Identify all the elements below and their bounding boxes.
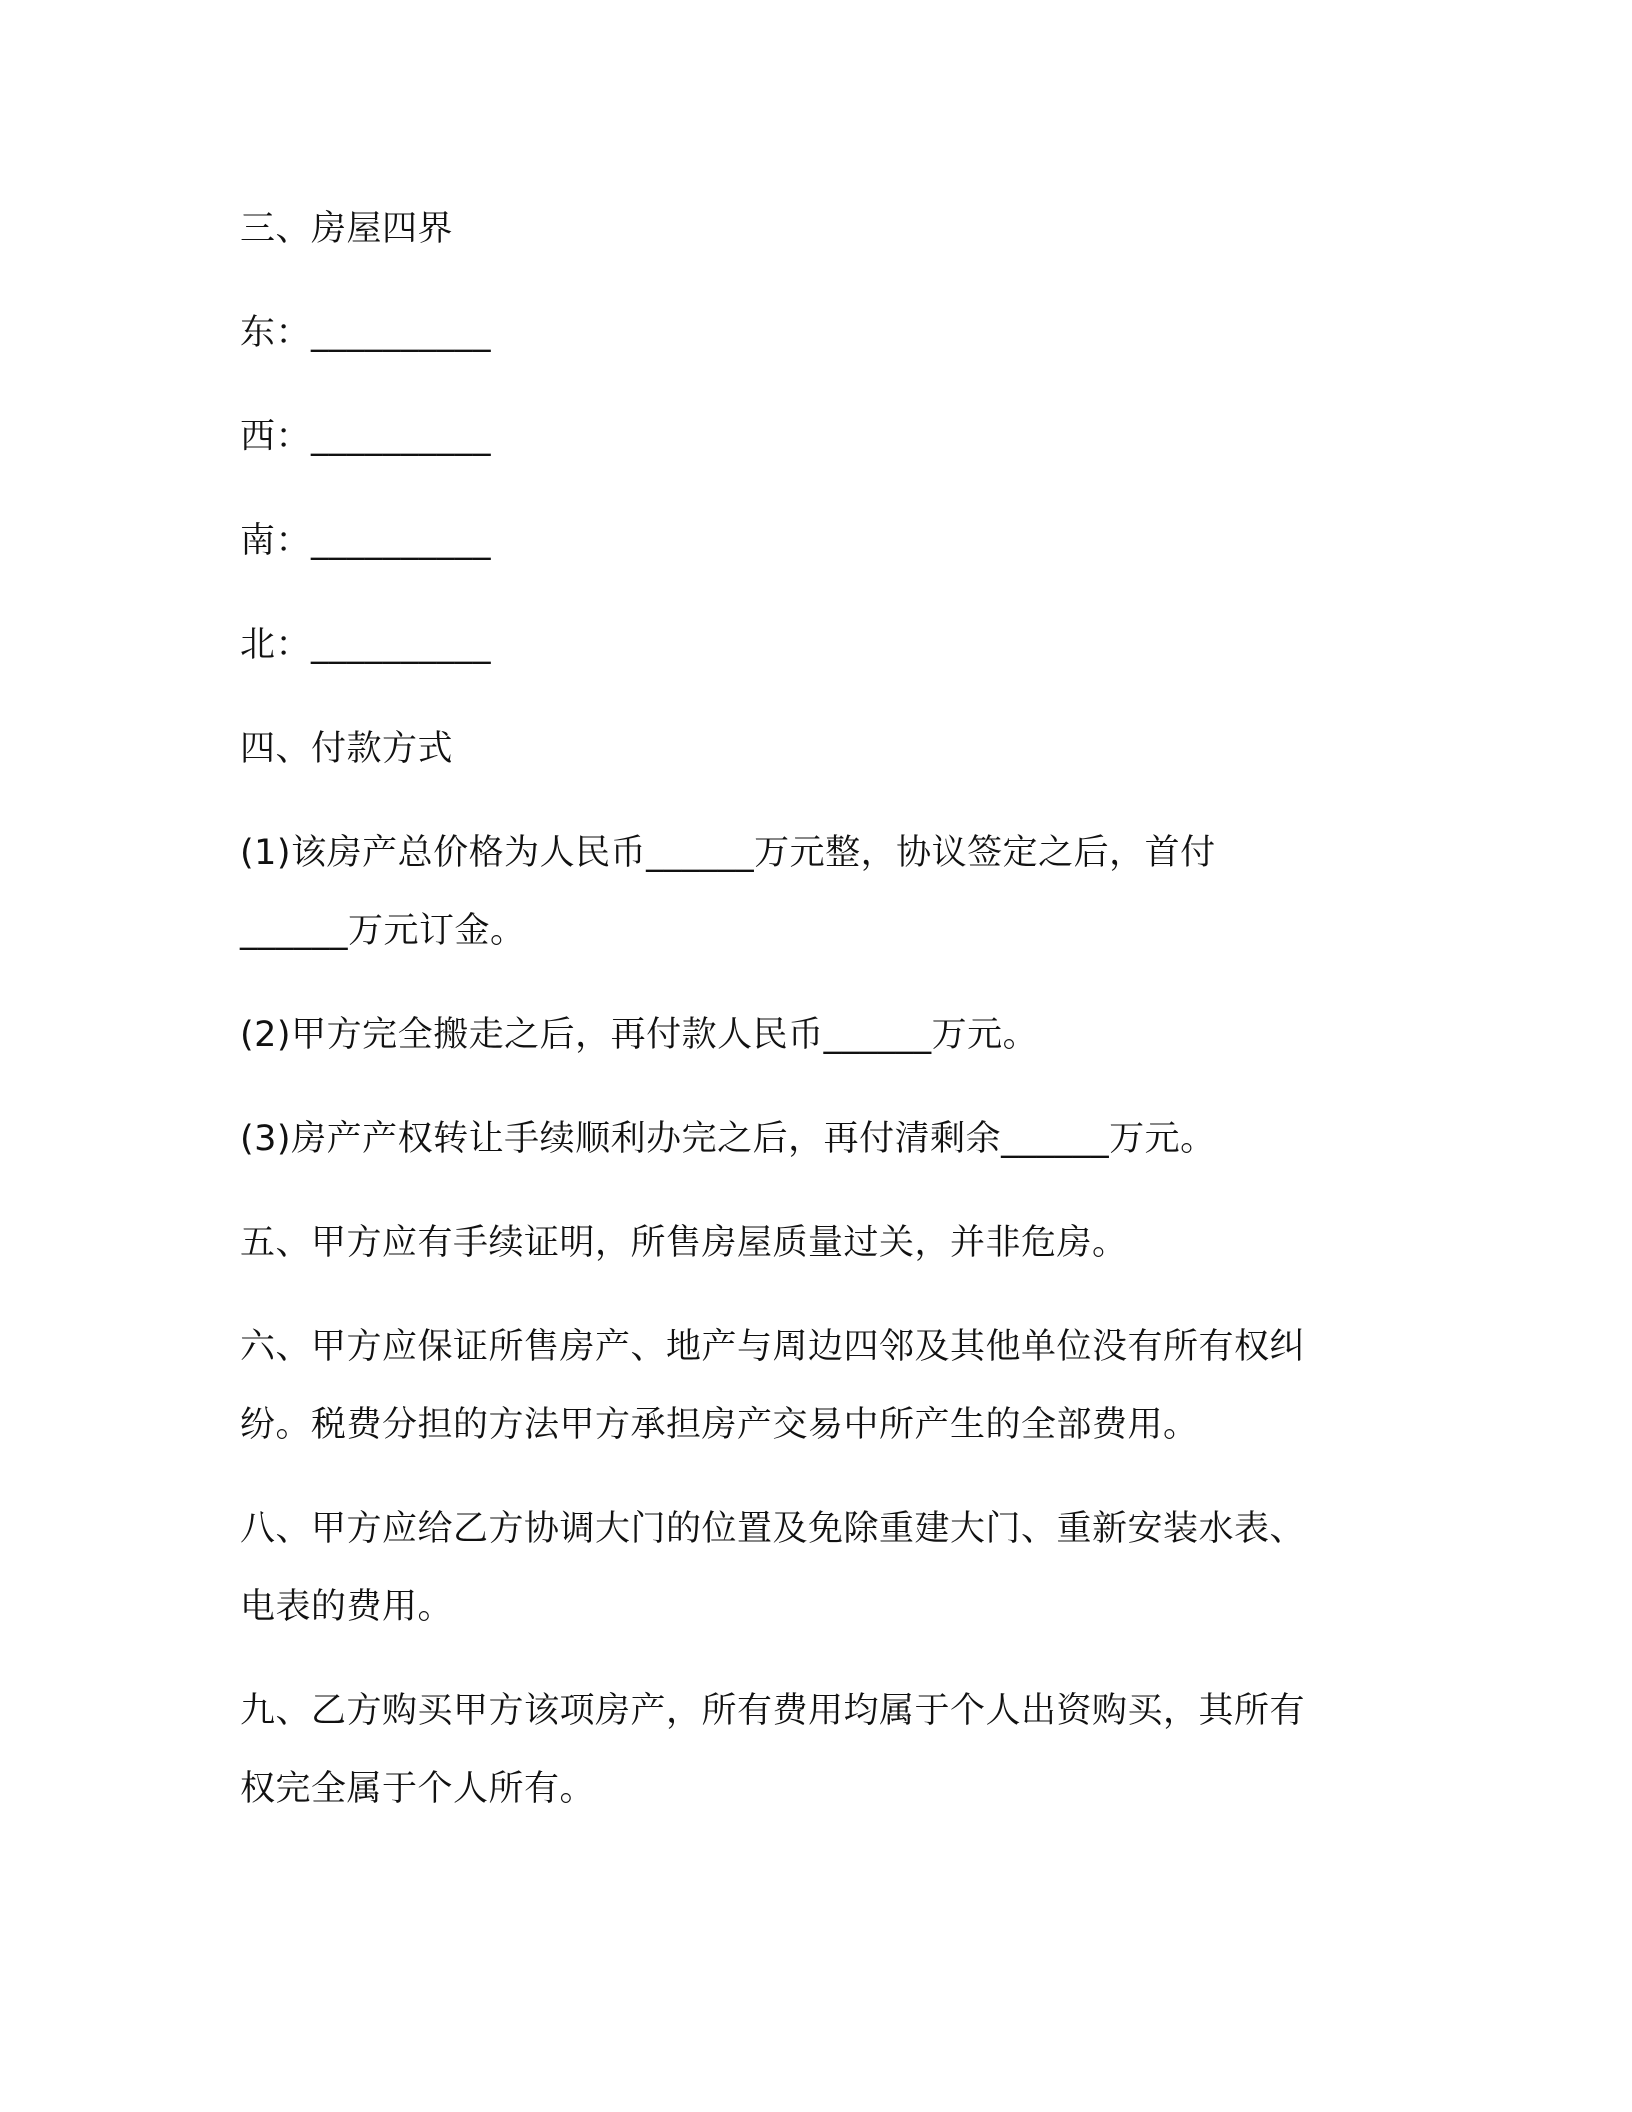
section-9-line-2: 权完全属于个人所有。 — [240, 1769, 596, 1809]
section-6-line-1: 六、甲方应保证所售房产、地产与周边四邻及其他单位没有所有权纠 — [240, 1327, 1306, 1367]
section-8-line-2: 电表的费用。 — [240, 1587, 454, 1627]
boundary-east: 东：__________ — [240, 313, 492, 353]
section-9-line-1: 九、乙方购买甲方该项房产，所有费用均属于个人出资购买，其所有 — [240, 1691, 1306, 1731]
section-5-paragraph: 五、甲方应有手续证明，所售房屋质量过关，并非危房。 — [240, 1223, 1128, 1263]
boundary-west: 西：__________ — [240, 417, 492, 457]
payment-item-2: (2)甲方完全搬走之后，再付款人民币______万元。 — [240, 1015, 1039, 1055]
payment-item-3: (3)房产产权转让手续顺利办完之后，再付清剩余______万元。 — [240, 1119, 1216, 1159]
boundary-north: 北：__________ — [240, 625, 492, 665]
document-body — [240, 190, 1400, 1828]
payment-item-1-line-1: (1)该房产总价格为人民币______万元整，协议签定之后，首付 — [240, 833, 1216, 873]
section-3-heading: 三、房屋四界 — [240, 209, 454, 249]
section-6-line-2: 纷。税费分担的方法甲方承担房产交易中所产生的全部费用。 — [240, 1405, 1199, 1445]
section-8-line-1: 八、甲方应给乙方协调大门的位置及免除重建大门、重新安装水表、 — [240, 1509, 1306, 1549]
boundary-south: 南：__________ — [240, 521, 492, 561]
section-4-heading: 四、付款方式 — [240, 729, 454, 769]
payment-item-1-line-2: ______万元订金。 — [240, 911, 526, 951]
